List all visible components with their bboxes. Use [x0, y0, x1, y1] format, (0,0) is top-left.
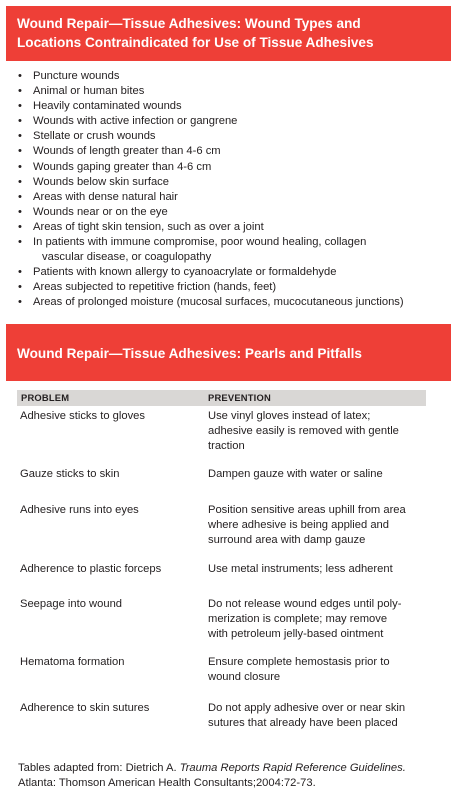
bullet-icon: • [18, 205, 22, 218]
list-item-text: Wounds gaping greater than 4-6 cm [33, 160, 212, 173]
prevention-line: Use vinyl gloves instead of latex; [208, 410, 371, 422]
prevention-cell [208, 467, 426, 482]
list-item-text: Stellate or crush wounds [33, 130, 156, 143]
bullet-icon: • [18, 100, 22, 113]
bullet-icon: • [18, 296, 22, 309]
bullet-icon: • [18, 130, 22, 143]
list-item [18, 220, 448, 235]
list-item [18, 295, 448, 310]
prevention-line: where adhesive is being applied and [208, 519, 389, 532]
list-item [18, 190, 448, 205]
column-header-problem: PROBLEM [21, 392, 70, 403]
list-item-text: Wounds of length greater than 4-6 cm [33, 145, 221, 158]
prevention-line: wound closure [208, 671, 281, 684]
bullet-icon: • [18, 266, 22, 279]
prevention-line: Do not release wound edges until poly- [208, 598, 402, 610]
citation-line1 [18, 761, 450, 776]
prevention-line: sutures that already have been placed [208, 717, 398, 730]
prevention-cell [208, 562, 426, 577]
problem-cell: Adhesive runs into eyes [20, 504, 139, 516]
bullet-icon: • [18, 160, 22, 173]
list-item-text: Areas subjected to repetitive friction (hands, feet) [33, 281, 277, 294]
list-item-text: Wounds with active infection or gangrene [33, 115, 238, 128]
problem-cell: Seepage into wound [20, 598, 123, 610]
list-item [18, 114, 448, 129]
list-item-text: Areas of tight skin tension, such as over a joint [33, 220, 264, 233]
list-item [18, 175, 448, 190]
list-item [18, 129, 448, 144]
prevention-cell [208, 409, 426, 454]
prevention-line: Dampen gauze with water or saline [208, 468, 383, 480]
list-item-text: Heavily contaminated wounds [33, 100, 182, 113]
list-item-text: Areas with dense natural hair [33, 190, 178, 203]
list-item [18, 69, 448, 84]
contraindications-title-line2: Locations Contraindicated for Use of Tissue Adhesives [17, 35, 374, 50]
contraindications-title-line1: Wound Repair—Tissue Adhesives: Wound Types and [17, 16, 361, 31]
bullet-icon: • [18, 115, 22, 128]
list-item [18, 144, 448, 159]
list-item-continuation: vascular disease, or coagulopathy [42, 251, 212, 264]
bullet-icon: • [18, 85, 22, 98]
list-item [18, 280, 448, 295]
prevention-line: with petroleum jelly-based ointment [208, 628, 384, 641]
bullet-icon: • [18, 281, 22, 294]
citation-line2: Atlanta: Thomson American Health Consultants;2004:72-73. [18, 777, 316, 790]
citation-prefix: Tables adapted from: Dietrich A. [18, 762, 180, 774]
prevention-cell [208, 597, 426, 642]
prevention-line: surround area with damp gauze [208, 534, 366, 547]
prevention-line: Ensure complete hemostasis prior to [208, 656, 390, 668]
prevention-line: Position sensitive areas uphill from area [208, 504, 406, 516]
prevention-cell [208, 655, 426, 685]
problem-cell: Adherence to plastic forceps [20, 563, 162, 575]
list-item [18, 235, 448, 265]
list-item [18, 160, 448, 175]
prevention-line: merization is complete; may remove [208, 613, 388, 626]
list-item [18, 265, 448, 280]
list-item-text: Wounds below skin surface [33, 175, 169, 188]
bullet-icon: • [18, 190, 22, 203]
problem-cell: Hematoma formation [20, 656, 125, 668]
list-item-text: Puncture wounds [33, 70, 120, 82]
list-item-text: Areas of prolonged moisture (mucosal surfaces, mucocutaneous junctions) [33, 296, 404, 309]
list-item-text: Animal or human bites [33, 85, 145, 98]
source-citation [18, 761, 450, 791]
contraindications-header [6, 6, 451, 61]
problem-cell: Gauze sticks to skin [20, 468, 120, 480]
bullet-icon: • [18, 175, 22, 188]
prevention-line: traction [208, 440, 245, 453]
bullet-icon: • [18, 70, 22, 82]
list-item [18, 205, 448, 220]
problem-cell: Adhesive sticks to gloves [20, 410, 145, 422]
table-header [17, 390, 426, 406]
column-header-prevention: PREVENTION [208, 392, 271, 403]
prevention-line: adhesive easily is removed with gentle [208, 425, 399, 438]
list-item-text: Patients with known allergy to cyanoacrylate or formaldehyde [33, 266, 337, 279]
prevention-cell [208, 701, 426, 731]
bullet-icon: • [18, 220, 22, 233]
list-item-text: In patients with immune compromise, poor wound healing, collagen [33, 236, 367, 249]
prevention-line: Do not apply adhesive over or near skin [208, 702, 406, 714]
prevention-cell [208, 503, 426, 548]
contraindications-list [18, 69, 448, 311]
bullet-icon: • [18, 145, 22, 158]
citation-title: Trauma Reports Rapid Reference Guidelines. [179, 762, 406, 774]
list-item [18, 99, 448, 114]
pearls-pitfalls-title: Wound Repair—Tissue Adhesives: Pearls and Pitfalls [17, 346, 362, 361]
list-item [18, 84, 448, 99]
prevention-line: Use metal instruments; less adherent [208, 563, 393, 575]
list-item-text: Wounds near or on the eye [33, 205, 168, 218]
problem-cell: Adherence to skin sutures [20, 702, 150, 714]
bullet-icon: • [18, 236, 22, 249]
pearls-pitfalls-header [6, 324, 451, 381]
